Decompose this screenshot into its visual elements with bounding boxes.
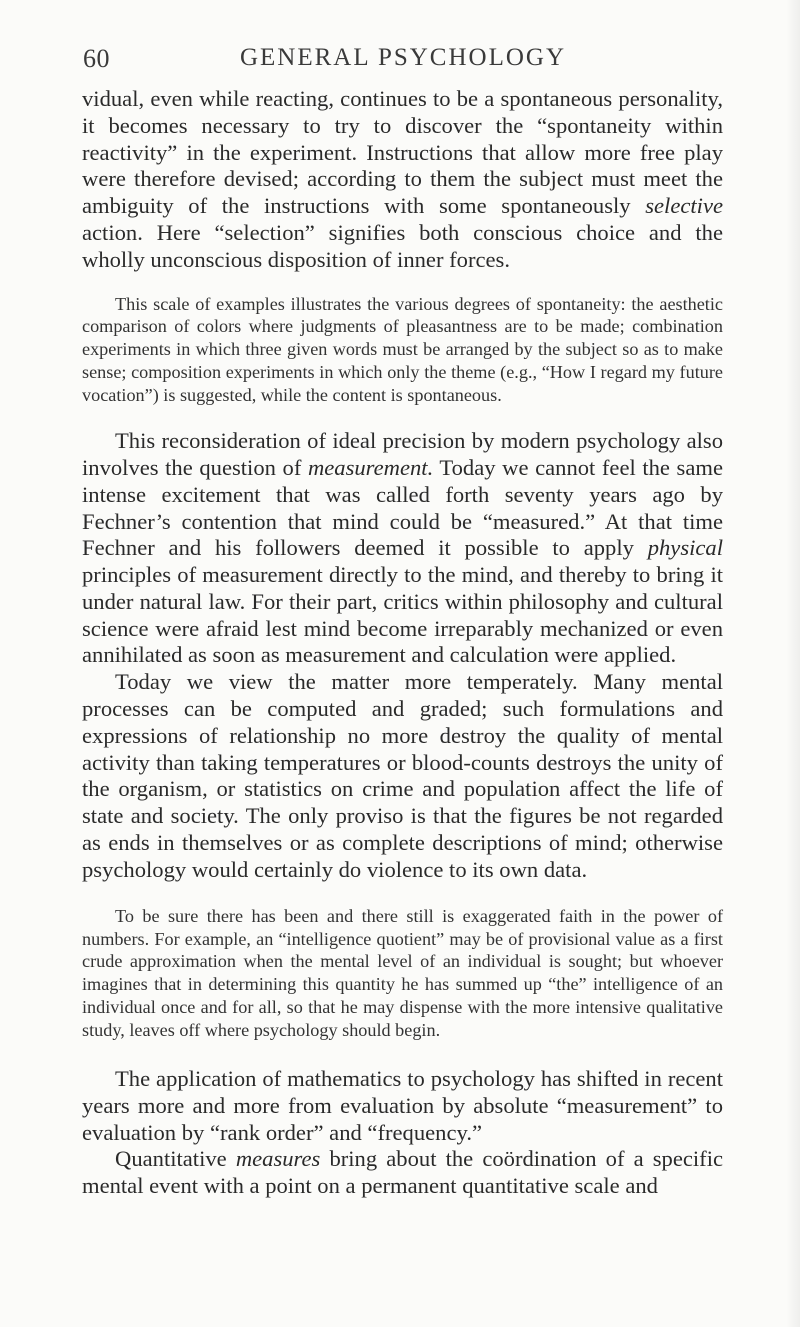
paragraph-4: Today we view the matter more temperately. Many mental processes can be computed and graded; such formulations and expressions of relationship no more destroy the quality of mental activity than taking temperatures or blood-counts destroys the unity of the organism, or statistics on crime and population affect the life of state and society. The only proviso is that the figures be not regarded as ends in themselves or as complete descriptions of mind; otherwise psychology would certainly do violence to its own data.: [82, 669, 723, 882]
paragraph-3: [82, 428, 723, 669]
running-head: GENERAL PSYCHOLOGY: [239, 44, 567, 71]
page-header: [83, 44, 723, 80]
paragraph-1-text-b: action. Here “selection” signifies both conscious choice and the wholly unconscious disposition of inner forces.: [82, 219, 723, 272]
page-number: 60: [83, 44, 110, 73]
page-edge-shadow: [786, 0, 800, 1327]
paragraph-3-italic-b: physical: [647, 535, 723, 561]
paragraph-3-text-c: principles of measurement directly to the mind, and thereby to bring it under natural law. For their part, critics within philosophy and cultural science were afraid lest mind become irreparably mechanized or even annihilated as soon as measurement and calculation were applied.: [82, 562, 723, 668]
paragraph-3-text-a: This reconsideration of ideal precision by modern psychology also involves the question of: [82, 428, 723, 480]
paragraph-7-italic: measures: [235, 1146, 321, 1172]
paragraph-6: The application of mathematics to psychology has shifted in recent years more and more from evaluation by absolute “measurement” to evaluation by “rank order” and “frequency.”: [82, 1066, 723, 1145]
paragraph-1-text-a: vidual, even while reacting, continues to be a spontaneous personality, it becomes necessary to try to discover the “spontaneity within reactivity” in the experiment. Instructions that allow more free play were therefore devised; according to them the subject must meet the ambiguity of the instructions with some spontaneously: [82, 86, 723, 219]
paragraph-3-italic-a: measurement.: [307, 454, 434, 480]
paragraph-7-text-b: bring about the coördination of a specific mental event with a point on a permanent quantitative scale and: [82, 1146, 724, 1199]
paragraph-1-italic: selective: [645, 193, 723, 219]
paragraph-5-small: To be sure there has been and there still is exaggerated faith in the power of numbers. For example, an “intelligence quotient” may be of provisional value as a first crude approximation when the mental level of an individual is sought; but whoever imagines that in determining this quantity he has summed up “the” intelligence of an individual once and for all, so that he may dispense with the more intensive qualitative study, leaves off where psychology should begin.: [82, 905, 723, 1041]
body-text: [82, 86, 723, 1200]
paragraph-7-text-a: Quantitative: [115, 1146, 236, 1172]
paragraph-2-small: This scale of examples illustrates the various degrees of spontaneity: the aesthetic comparison of colors where judgments of pleasantness are to be made; combination experiments in which three given words must be arranged by the subject so as to make sense; composition experiments in which only the theme (e.g., “How I regard my future vocation”) is suggested, while the content is spontaneous.: [82, 293, 723, 406]
paragraph-3-text-b: Today we cannot feel the same intense excitement that was called forth seventy years ago by Fechner’s contention that mind could be “measured.” At that time Fechner and his followers deemed it possible to apply: [82, 454, 723, 561]
paragraph-1: [82, 86, 723, 274]
paragraph-7: [82, 1146, 723, 1200]
